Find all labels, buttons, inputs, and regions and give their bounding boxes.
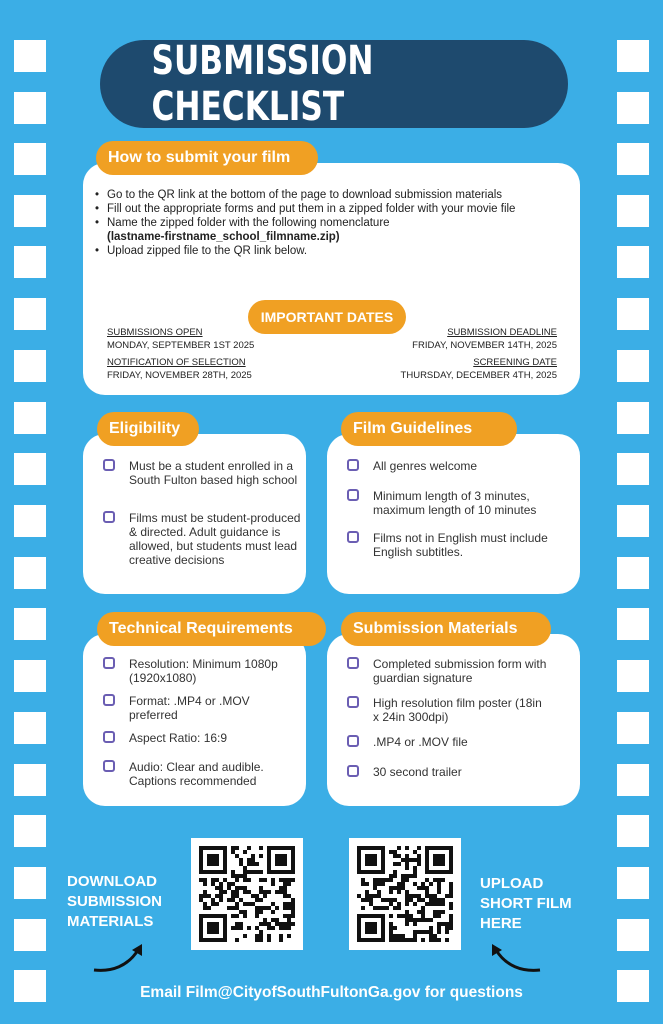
sprocket-hole (617, 143, 649, 175)
materials-heading: Submission Materials (341, 612, 551, 646)
checklist-item: High resolution film poster (18in x 24in 300dpi) (347, 696, 548, 724)
date-value: FRIDAY, NOVEMBER 28TH, 2025 (107, 370, 252, 381)
curved-arrow-icon (90, 938, 150, 978)
curved-arrow-icon (484, 938, 544, 978)
date-value: MONDAY, SEPTEMBER 1ST 2025 (107, 340, 255, 351)
checklist-item: Must be a student enrolled in a South Fulton based high school (103, 459, 301, 487)
sprocket-hole (617, 246, 649, 278)
upload-label: UPLOAD SHORT FILM HERE (480, 875, 572, 932)
sprocket-hole (14, 660, 46, 692)
technical-heading: Technical Requirements (97, 612, 326, 646)
checklist-item: Resolution: Minimum 1080p (1920x1080) (103, 657, 279, 685)
sprocket-hole (14, 815, 46, 847)
sprocket-hole (14, 867, 46, 899)
sprocket-hole (14, 505, 46, 537)
checkbox-icon[interactable] (347, 735, 359, 747)
date-label: SUBMISSION DEADLINE (447, 327, 557, 338)
checklist-item: Films not in English must include English subtitles. (347, 531, 563, 559)
sprocket-hole (617, 660, 649, 692)
how-to-steps (95, 188, 565, 258)
sprocket-hole (617, 402, 649, 434)
sprocket-hole (617, 764, 649, 796)
checklist-item: Format: .MP4 or .MOV preferred (103, 694, 279, 722)
upload-qr-code[interactable] (349, 838, 461, 950)
date-label: SCREENING DATE (473, 357, 557, 368)
sprocket-hole (14, 764, 46, 796)
sprocket-hole (617, 92, 649, 124)
sprocket-hole (617, 867, 649, 899)
checklist-item: Completed submission form with guardian signature (347, 657, 548, 685)
step-item: • Upload zipped file to the QR link below. (95, 244, 565, 258)
sprocket-hole (14, 919, 46, 951)
sprocket-hole (617, 505, 649, 537)
qr-code-icon (357, 846, 453, 942)
sprocket-hole (14, 453, 46, 485)
sprocket-hole (617, 453, 649, 485)
checkbox-icon[interactable] (347, 459, 359, 471)
sprocket-hole (617, 195, 649, 227)
checkbox-icon[interactable] (347, 696, 359, 708)
film-guidelines-heading: Film Guidelines (341, 412, 517, 446)
sprocket-hole (617, 815, 649, 847)
important-dates-heading: IMPORTANT DATES (248, 300, 406, 334)
checkbox-icon[interactable] (103, 760, 115, 772)
checklist-item: Audio: Clear and audible. Captions recommended (103, 760, 289, 788)
checklist-item: Aspect Ratio: 16:9 (103, 731, 279, 745)
sprocket-hole (14, 298, 46, 330)
sprocket-hole (617, 40, 649, 72)
sprocket-hole (617, 919, 649, 951)
qr-code-icon (199, 846, 295, 942)
checkbox-icon[interactable] (103, 459, 115, 471)
sprocket-hole (617, 557, 649, 589)
how-to-heading: How to submit your film (96, 141, 318, 175)
step-item: • Fill out the appropriate forms and put them in a zipped folder with your movie file (95, 202, 565, 216)
sprocket-hole (617, 712, 649, 744)
step-item: • Go to the QR link at the bottom of the page to download submission materials (95, 188, 565, 202)
checkbox-icon[interactable] (103, 731, 115, 743)
checklist-item: Minimum length of 3 minutes, maximum length of 10 minutes (347, 489, 563, 517)
sprocket-hole (14, 92, 46, 124)
sprocket-hole (617, 350, 649, 382)
page-title: SUBMISSION CHECKLIST (151, 38, 374, 130)
title-banner (100, 40, 568, 128)
sprocket-hole (14, 195, 46, 227)
sprocket-hole (14, 608, 46, 640)
sprocket-hole (14, 350, 46, 382)
date-label: SUBMISSIONS OPEN (107, 327, 203, 338)
checkbox-icon[interactable] (103, 511, 115, 523)
checkbox-icon[interactable] (347, 531, 359, 543)
date-label: NOTIFICATION OF SELECTION (107, 357, 246, 368)
checklist-item: Films must be student-produced & directed. Adult guidance is allowed, but students must lead creative decisions (103, 511, 301, 567)
footer-contact[interactable]: Email Film@CityofSouthFultonGa.gov for questions (140, 984, 523, 1001)
download-label: DOWNLOAD SUBMISSION MATERIALS (67, 873, 163, 930)
eligibility-heading: Eligibility (97, 412, 199, 446)
checklist-item: .MP4 or .MOV file (347, 735, 563, 749)
checkbox-icon[interactable] (347, 489, 359, 501)
checkbox-icon[interactable] (103, 694, 115, 706)
checklist-item: All genres welcome (347, 459, 563, 473)
sprocket-hole (14, 557, 46, 589)
checkbox-icon[interactable] (347, 765, 359, 777)
sprocket-hole (14, 246, 46, 278)
sprocket-hole (14, 402, 46, 434)
step-item: • Name the zipped folder with the following nomenclature (lastname-firstname_school_filmname.zip) (95, 216, 565, 244)
sprocket-hole (14, 143, 46, 175)
download-qr-code[interactable] (191, 838, 303, 950)
checkbox-icon[interactable] (347, 657, 359, 669)
date-value: THURSDAY, DECEMBER 4TH, 2025 (400, 370, 557, 381)
nomenclature: (lastname-firstname_school_filmname.zip) (107, 231, 340, 243)
sprocket-hole (617, 608, 649, 640)
date-value: FRIDAY, NOVEMBER 14TH, 2025 (412, 340, 557, 351)
sprocket-hole (14, 712, 46, 744)
checklist-item: 30 second trailer (347, 765, 563, 779)
sprocket-hole (617, 298, 649, 330)
checkbox-icon[interactable] (103, 657, 115, 669)
sprocket-hole (14, 40, 46, 72)
